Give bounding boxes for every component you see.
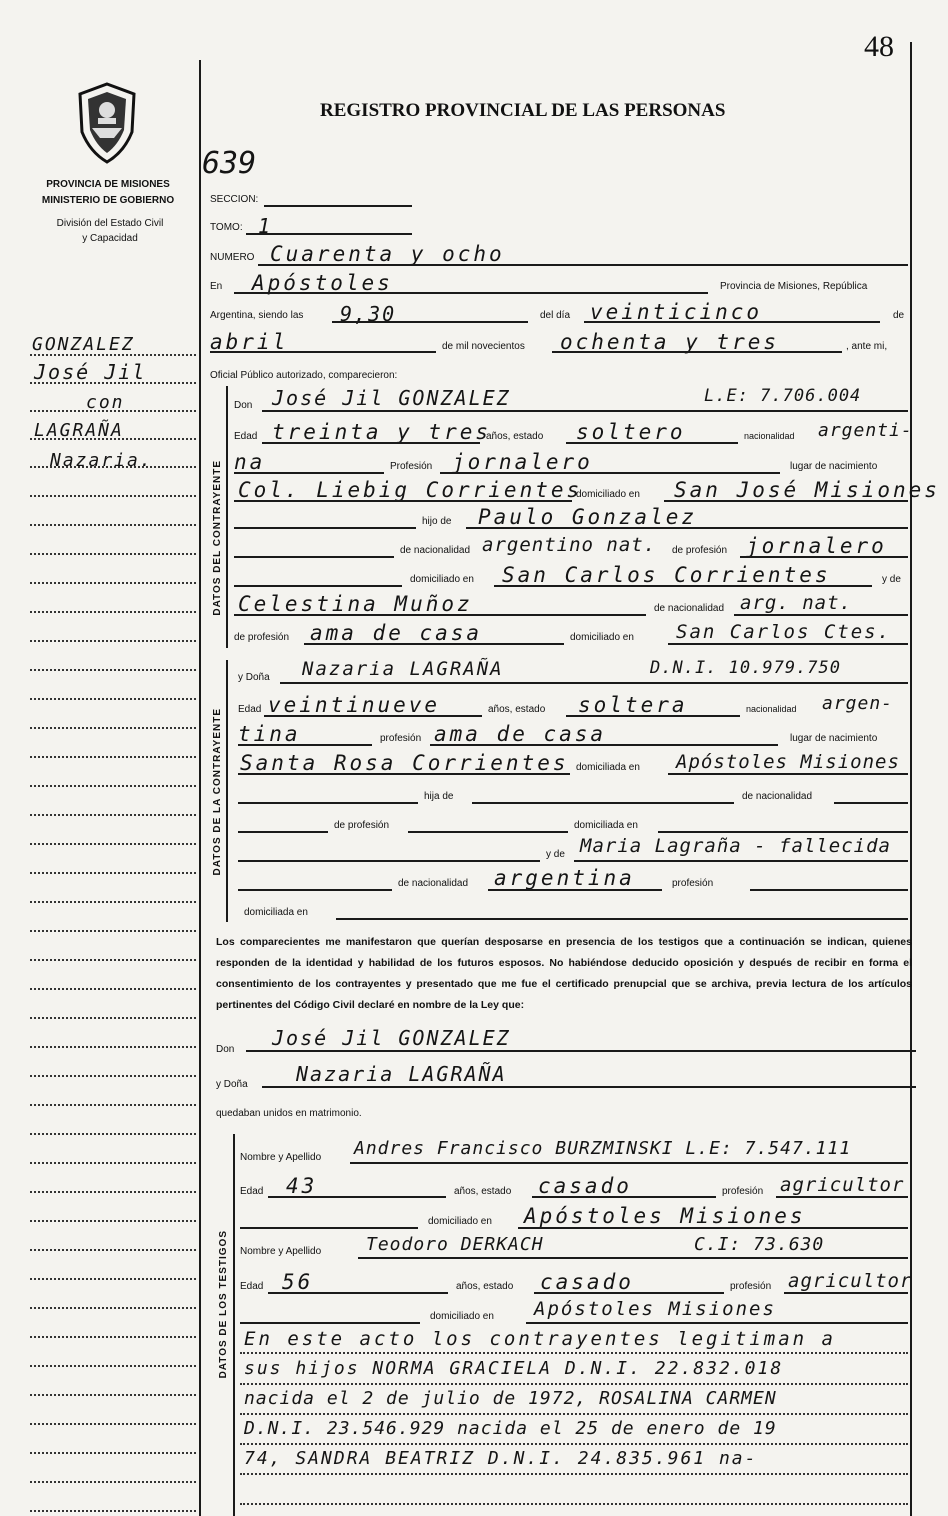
bride-estado-label: años, estado [488, 704, 546, 715]
groom-father-nat: argentino nat. [482, 534, 657, 556]
handwritten-annotation: 639 [202, 146, 257, 181]
w1-dom: Apóstoles Misiones [524, 1204, 806, 1228]
w2-age: 56 [282, 1270, 314, 1294]
mes-value: abril [210, 330, 289, 354]
groom-mother-prof: ama de casa [310, 621, 483, 645]
groom-doc: L.E: 7.706.004 [704, 386, 862, 406]
section-label-testigos: DATOS DE LOS TESTIGOS [218, 1230, 229, 1379]
groom-prof: jornalero [452, 450, 593, 474]
groom-father-dom: San Carlos Corrientes [502, 563, 831, 587]
section-label-contrayente: DATOS DEL CONTRAYENTE [212, 460, 223, 616]
seccion-label: SECCION: [210, 194, 259, 205]
nacionalidad-label: nacionalidad [744, 431, 795, 441]
ministry-name: MINISTERIO DE GOBIERNO [41, 195, 175, 206]
oficial-label: Oficial Público autorizado, comparecieron: [210, 370, 398, 381]
bride-mother-dom-label: domiciliada en [244, 907, 308, 918]
groom-father-prof: jornalero [746, 534, 887, 558]
w2-name: Teodoro DERKACH [366, 1234, 544, 1255]
w1-age: 43 [286, 1174, 318, 1198]
division-line1: División del Estado Civil [56, 218, 164, 229]
de-mil-label: de mil novecientos [442, 341, 525, 352]
groom-age: treinta y tres [272, 420, 492, 444]
page-number: 48 [864, 30, 894, 63]
hijo-de-label: hijo de [422, 516, 452, 527]
margin-note-line2: José Jil [34, 360, 147, 384]
del-dia-label: del día [540, 310, 571, 321]
margin-note-line5: Nazaria. [50, 450, 153, 471]
left-column-border [199, 60, 201, 1516]
bride-mother-nat: argentina [494, 866, 635, 890]
groom-status: soltero [576, 420, 686, 444]
en-label: En [210, 281, 223, 292]
bride-nat2: tina [238, 722, 301, 746]
numero-value: Cuarenta y ocho [270, 242, 505, 266]
w2-edad-label: Edad [240, 1281, 264, 1292]
page-title: REGISTRO PROVINCIAL DE LAS PERSONAS [320, 100, 726, 121]
w2-dom: Apóstoles Misiones [534, 1298, 776, 1320]
w1-dom-label: domiciliado en [428, 1216, 492, 1227]
anio-value: ochenta y tres [560, 330, 780, 354]
profesion-label: Profesión [390, 461, 433, 472]
w1-edad-label: Edad [240, 1186, 264, 1197]
w2-doc: C.I: 73.630 [694, 1234, 825, 1255]
decl-don-value: José Jil GONZALEZ [272, 1026, 511, 1050]
mother-prof-label: de profesión [234, 632, 290, 643]
mother-nat-label: de nacionalidad [654, 603, 725, 614]
y-de-label: y de [882, 574, 901, 585]
w2-prof: agricultor [788, 1270, 913, 1292]
bride-prof: ama de casa [434, 722, 607, 746]
bride-edad-label: Edad [238, 704, 262, 715]
hora-value: 9,30 [340, 302, 397, 326]
groom-mother-dom: San Carlos Ctes. [676, 621, 892, 643]
decl-don-label: Don [216, 1044, 235, 1055]
note-line5: 74, SANDRA BEATRIZ D.N.I. 24.835.961 na- [244, 1448, 758, 1469]
ante-mi-label: , ante mi, [846, 341, 888, 352]
w2-dom-label: domiciliado en [430, 1311, 494, 1322]
bride-status: soltera [578, 693, 688, 717]
en-value: Apóstoles [252, 271, 393, 295]
decl-dona-label: y Doña [216, 1079, 248, 1090]
w2-prof-label: profesión [730, 1281, 772, 1292]
bride-y-de-label: y de [546, 849, 565, 860]
bride-mother-prof-label: profesión [672, 878, 714, 889]
quedaban-label: quedaban unidos en matrimonio. [216, 1108, 362, 1119]
de-profesion-label: de profesión [672, 545, 728, 556]
w1-status: casado [538, 1174, 632, 1198]
bride-age: veintinueve [268, 693, 441, 717]
w1-nombre-label: Nombre y Apellido [240, 1152, 322, 1163]
bride-dom: Apóstoles Misiones [676, 751, 900, 773]
groom-dom: San José Misiones [674, 478, 940, 502]
declaration-paragraph: Los comparecientes me manifestaron que querían desposarse en presencia de los testigos que a continuación se indican, quienes responden de la identidad y habilidad de los futuros esposos. No habiéndose deducido oposición y después de recibir en forma el consentimiento de los contrayentes y presentado que me fue el certificado prenupcial que se archiva, previa lectura de los artículos pertinentes del Código Civil declaré en nombre de la Ley que: [216, 936, 912, 1011]
bride-birth: Santa Rosa Corrientes [240, 751, 569, 775]
w1-prof: agricultor [780, 1174, 905, 1196]
note-line1: En este acto los contrayentes legitiman a [244, 1328, 836, 1350]
domiciliado-label: domiciliado en [576, 489, 640, 500]
bride-dom-label: domiciliada en [576, 762, 640, 773]
groom-mother-nat: arg. nat. [740, 592, 852, 614]
groom-nat1: argenti- [818, 420, 913, 441]
w2-nombre-label: Nombre y Apellido [240, 1246, 322, 1257]
edad-label: Edad [234, 431, 258, 442]
decl-dona-value: Nazaria LAGRAÑA [296, 1062, 507, 1086]
groom-birth: Col. Liebig Corrientes [238, 478, 583, 502]
provincia-label: Provincia de Misiones, República [720, 281, 868, 292]
w2-status: casado [540, 1270, 634, 1294]
anos-estado-label: años, estado [486, 431, 544, 442]
lugar-nac-label: lugar de nacimiento [790, 461, 878, 472]
bride-name: Nazaria LAGRAÑA [302, 658, 504, 680]
hija-de-label: hija de [424, 791, 454, 802]
bride-mother: Maria Lagraña - fallecida [580, 835, 891, 857]
bride-lugar-label: lugar de nacimiento [790, 733, 878, 744]
groom-name: José Jil GONZALEZ [272, 386, 511, 410]
bride-doc: D.N.I. 10.979.750 [650, 658, 841, 678]
w2-estado-label: años, estado [456, 1281, 514, 1292]
provincial-seal-icon [74, 82, 140, 164]
tomo-value: 1 [258, 214, 273, 238]
y-dona-label: y Doña [238, 672, 270, 683]
bride-father-dom-label: domiciliada en [574, 820, 638, 831]
margin-note-line1: GONZALEZ [32, 334, 135, 355]
margin-note-line3: con [86, 392, 125, 413]
w1-estado-label: años, estado [454, 1186, 512, 1197]
bride-father-prof-label: de profesión [334, 820, 390, 831]
tomo-label: TOMO: [210, 222, 243, 233]
don-label: Don [234, 400, 253, 411]
argentina-label: Argentina, siendo las [210, 310, 304, 321]
mother-dom-label: domiciliado en [570, 632, 634, 643]
w1-prof-label: profesión [722, 1186, 764, 1197]
w1-name: Andres Francisco BURZMINSKI L.E: 7.547.111 [354, 1138, 852, 1159]
division-line2: y Capacidad [82, 233, 138, 244]
bride-father-nat-label: de nacionalidad [742, 791, 813, 802]
bride-mother-nat-label: de nacionalidad [398, 878, 469, 889]
groom-father: Paulo Gonzalez [478, 505, 698, 529]
bride-nacionalidad-label: nacionalidad [746, 704, 797, 714]
province-name: PROVINCIA DE MISIONES [46, 179, 170, 190]
groom-mother: Celestina Muñoz [238, 592, 473, 616]
right-border [910, 42, 912, 1516]
note-line3: nacida el 2 de julio de 1972, ROSALINA CARMEN [244, 1388, 777, 1409]
de-label: de [893, 310, 905, 321]
de-nacionalidad-label: de nacionalidad [400, 545, 471, 556]
section-label-contrayenta: DATOS DE LA CONTRAYENTE [212, 708, 223, 876]
note-line4: D.N.I. 23.546.929 nacida el 25 de enero de 19 [244, 1418, 777, 1439]
bride-nat1: argen- [822, 693, 894, 714]
margin-note-line4: LAGRAÑA [34, 420, 124, 441]
note-line2: sus hijos NORMA GRACIELA D.N.I. 22.832.018 [244, 1358, 784, 1379]
bride-prof-label: profesión [380, 733, 422, 744]
numero-label: NUMERO [210, 252, 255, 263]
dia-value: veinticinco [590, 300, 763, 324]
father-dom-label: domiciliado en [410, 574, 474, 585]
groom-nat2: na [234, 450, 266, 474]
